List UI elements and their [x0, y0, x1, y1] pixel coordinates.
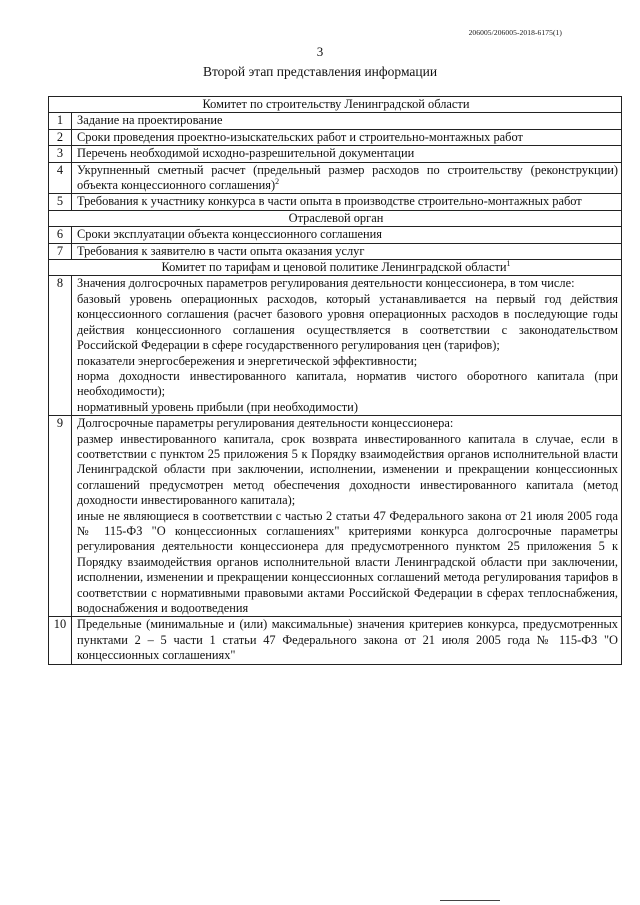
row-paragraph: нормативный уровень прибыли (при необходимости) — [77, 399, 358, 414]
row-number: 4 — [49, 162, 72, 194]
row-number: 5 — [49, 194, 72, 210]
section-heading-row — [49, 260, 622, 276]
row-text — [72, 129, 622, 145]
row-paragraph: Предельные (минимальные и (или) максимальные) значения критериев конкурса, предусмотренных пунктами 2 – 5 части 1 статьи 47 Федерального закона от 21 июля 2005 года № 115-ФЗ "О концессионных соглашениях" — [77, 617, 618, 663]
page-number: 3 — [316, 44, 324, 59]
row-text — [72, 416, 622, 617]
table-row — [49, 162, 622, 194]
section-heading-text: Отраслевой орган — [288, 210, 384, 225]
row-number: 6 — [49, 227, 72, 243]
information-table — [48, 96, 622, 665]
table-row — [49, 243, 622, 259]
row-paragraph: Сроки эксплуатации объекта концессионного соглашения — [77, 227, 382, 242]
row-text — [72, 227, 622, 243]
page-title: Второй этап представления информации — [202, 64, 438, 79]
row-text — [72, 617, 622, 664]
bottom-mark — [440, 900, 500, 901]
row-paragraph: Сроки проведения проектно-изыскательских работ и строительно-монтажных работ — [77, 129, 523, 144]
section-heading-text: Комитет по тарифам и ценовой политике Ленинградской области — [161, 260, 507, 275]
row-paragraph: Перечень необходимой исходно-разрешительной документации — [77, 146, 415, 161]
row-paragraph: иные не являющиеся в соответствии с частью 2 статьи 47 Федерального закона от 21 июля 2005 года № 115-ФЗ "О концессионных соглашениях" критериями конкурса долгосрочные параметры регулирования деятельности концессионера для предусмотренного пунктом 25 приложения 5 к Порядку взаимодействия органов исполнительной власти Ленинградской области при заключении, исполнении, изменении и прекращении концессионных соглашений метода регулирования тарифов в соответствии с нормативными правовыми актами Российской Федерации в сферах теплоснабжения, водоснабжения и водоотведения — [77, 508, 618, 615]
section-heading — [49, 260, 622, 276]
row-number: 3 — [49, 146, 72, 162]
section-heading — [49, 97, 622, 113]
document-id: 206005/206005-2018-6175(1) — [468, 28, 562, 37]
row-number: 1 — [49, 113, 72, 129]
table-row — [49, 227, 622, 243]
table-row — [49, 129, 622, 145]
table-row — [49, 113, 622, 129]
section-heading-text: Комитет по строительству Ленинградской области — [202, 97, 470, 111]
section-heading — [49, 210, 622, 226]
row-paragraph: базовый уровень операционных расходов, который устанавливается на первый год действия концессионного соглашения (расчет базового уровня операционных расходов в последующие годы действия концессионного соглашения осуществляется в соответствии с законодательством Российской Федерации в сфере государственного регулирования цен (тарифов); — [77, 291, 618, 353]
row-number: 9 — [49, 416, 72, 617]
row-paragraph: Требования к участнику конкурса в части опыта в производстве строительно-монтажных работ — [77, 194, 582, 209]
footnote-marker: 2 — [275, 176, 280, 186]
footnote-marker: 1 — [506, 258, 511, 268]
row-text — [72, 146, 622, 162]
table-row — [49, 416, 622, 617]
table-row — [49, 146, 622, 162]
row-text — [72, 276, 622, 416]
row-number: 10 — [49, 617, 72, 664]
row-paragraph: показатели энергосбережения и энергетической эффективности; — [77, 353, 418, 368]
row-text — [72, 243, 622, 259]
section-heading-row — [49, 210, 622, 226]
row-paragraph: Значения долгосрочных параметров регулирования деятельности концессионера, в том числе: — [77, 276, 575, 291]
row-text — [72, 113, 622, 129]
row-text — [72, 194, 622, 210]
row-text — [72, 162, 622, 194]
row-paragraph: Укрупненный сметный расчет (предельный размер расходов по строительству (реконструкции) объекта концессионного соглашения) — [77, 162, 618, 193]
table-row — [49, 194, 622, 210]
row-paragraph: размер инвестированного капитала, срок возврата инвестированного капитала в случае, если в соответствии с пунктом 25 приложения 5 к Порядку взаимодействия органов исполнительной власти Ленинградской области при заключении, исполнении, изменении и прекращении концессионных соглашений предусмотрен метод обеспечения доходности инвестированного капитала (метод доходности инвестированного капитала); — [77, 431, 618, 508]
table-row — [49, 617, 622, 664]
row-number: 2 — [49, 129, 72, 145]
row-paragraph: Задание на проектирование — [77, 113, 223, 128]
row-paragraph: Требования к заявителю в части опыта оказания услуг — [77, 243, 365, 258]
row-paragraph: норма доходности инвестированного капитала, норматив чистого оборотного капитала (при необходимости); — [77, 368, 618, 399]
table-row — [49, 276, 622, 416]
row-paragraph: Долгосрочные параметры регулирования деятельности концессионера: — [77, 416, 454, 431]
section-heading-row — [49, 97, 622, 113]
row-number: 7 — [49, 243, 72, 259]
row-number: 8 — [49, 276, 72, 416]
